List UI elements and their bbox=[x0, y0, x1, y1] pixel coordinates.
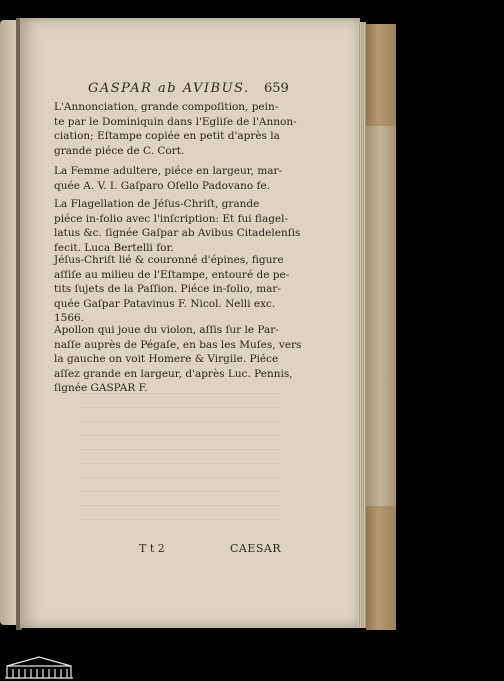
entry-line: tits ſujets de la Paſſion. Piéce in-folio, mar- bbox=[54, 283, 282, 296]
catchword: CAESAR bbox=[230, 542, 282, 555]
entry-line: aſſez grande en largeur, d'après Luc. Pennis, bbox=[54, 367, 293, 380]
entry-line: ſignée GASPAR F. bbox=[54, 382, 148, 395]
viewer-footer-bar bbox=[0, 652, 504, 681]
book-cover-band bbox=[366, 126, 396, 506]
entry-line: aſſiſe au milieu de l'Eſtampe, entouré de pe- bbox=[54, 268, 290, 281]
library-building-logo bbox=[3, 654, 75, 680]
entry-line: piéce in-folio avec l'inſcription: Et fui flagel- bbox=[54, 212, 289, 225]
entry-line: quée Gaſpar Patavinus F. Nicol. Nelli exc. bbox=[54, 297, 276, 310]
entry-line: La Femme adultere, piéce en largeur, mar- bbox=[54, 165, 283, 177]
page-number: 659 bbox=[264, 81, 289, 96]
entry-line: Jéſus-Chriſt lié & couronné d'épines, figure bbox=[54, 254, 284, 266]
entry-line: L'Annonciation, grande compoſition, pein- bbox=[54, 101, 279, 113]
running-head: GASPAR ab AVIBUS. bbox=[88, 81, 250, 96]
catalogue-entry bbox=[54, 164, 283, 193]
entry-line: Apollon qui joue du violon, aſſis ſur le Par- bbox=[54, 324, 279, 336]
entry-line: fecit. Luca Bertelli for. bbox=[54, 241, 174, 254]
entry-line: naſſe auprès de Pégaſe, en bas les Muſes, vers bbox=[54, 338, 302, 351]
entry-line: grande piéce de C. Cort. bbox=[54, 144, 185, 157]
page-edges bbox=[358, 22, 366, 628]
catalogue-entry bbox=[54, 323, 302, 396]
entry-line: 1566. bbox=[54, 312, 85, 325]
signature-mark: T t 2 bbox=[139, 542, 165, 555]
entry-line: ciation; Eſtampe copiée en petit d'après la bbox=[54, 130, 280, 143]
entry-line: te par le Dominiquin dans l'Egliſe de l'Annon- bbox=[54, 115, 297, 128]
catalogue-entry bbox=[54, 253, 290, 326]
entry-line: latus &c. ſignée Gaſpar ab Avibus Citadelenſis bbox=[54, 227, 301, 240]
entry-line: quée A. V. I. Gaſparo Oſello Padovano fe. bbox=[54, 179, 270, 192]
entry-line: La Flagellation de Jéſus-Chriſt, grande bbox=[54, 198, 260, 210]
catalogue-entry bbox=[54, 100, 297, 158]
entry-line: la gauche on voit Homere & Virgile. Piéce bbox=[54, 353, 279, 366]
show-through-text bbox=[80, 380, 280, 520]
catalogue-entry bbox=[54, 197, 301, 255]
